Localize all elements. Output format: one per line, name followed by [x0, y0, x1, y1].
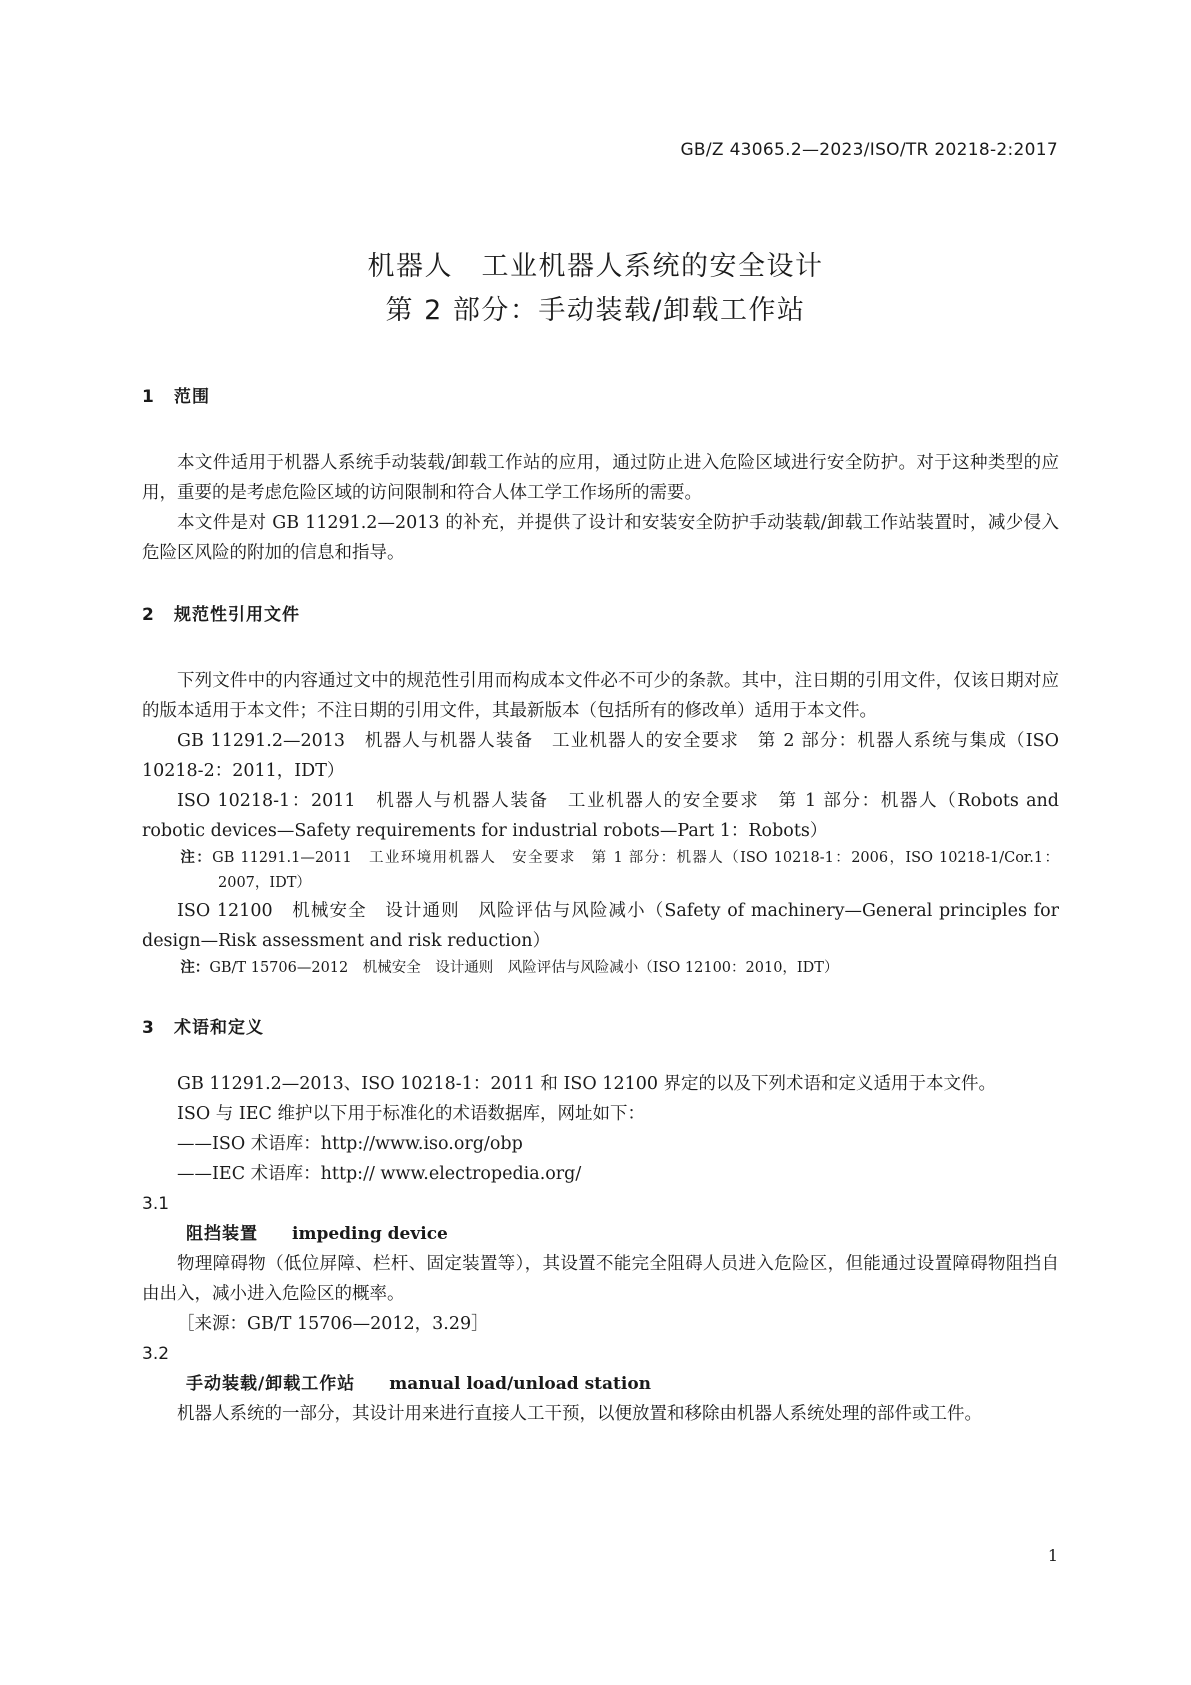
term-chinese: 手动装载/卸载工作站	[186, 1374, 356, 1394]
reference-entry: ISO 10218-1：2011 机器人与机器人装备 工业机器人的安全要求 第 1 部分：机器人（Robots and robotic devices—Safety requirements for industrial robots—Part 1：Robots）	[142, 791, 1059, 841]
reference-entry: GB 11291.2—2013 机器人与机器人装备 工业机器人的安全要求 第 2 部分：机器人系统与集成（ISO 10218-2：2011，IDT）	[142, 731, 1059, 781]
note-text: GB/T 15706—2012 机械安全 设计通则 风险评估与风险减小（ISO 12100：2010，IDT）	[209, 960, 839, 976]
section-title: 范围	[174, 387, 210, 407]
section-heading-scope	[142, 384, 1059, 410]
section-title: 术语和定义	[174, 1018, 264, 1038]
note-text: GB 11291.1—2011 工业环境用机器人 安全要求 第 1 部分：机器人（ISO 10218-1：2006，ISO 10218-1/Cor.1：2007，IDT）	[212, 850, 1059, 891]
term-chinese: 阻挡装置	[186, 1224, 258, 1244]
terms-database-iso: ——ISO 术语库：http://www.iso.org/obp	[177, 1134, 523, 1154]
terms-paragraph: ISO 与 IEC 维护以下用于标准化的术语数据库，网址如下：	[177, 1104, 646, 1124]
section-number: 2	[142, 605, 155, 625]
section-title: 规范性引用文件	[174, 605, 300, 625]
standard-code: GB/Z 43065.2—2023/ISO/TR 20218-2:2017	[680, 140, 1058, 160]
section-number: 3	[142, 1018, 155, 1038]
note-label: 注：	[180, 850, 213, 866]
term-number: 3.1	[142, 1194, 170, 1214]
references-intro: 下列文件中的内容通过文中的规范性引用而构成本文件必不可少的条款。其中，注日期的引用文件，仅该日期对应的版本适用于本文件；不注日期的引用文件，其最新版本（包括所有的修改单）适用于本文件。	[142, 671, 1059, 721]
term-english: manual load/unload station	[389, 1374, 652, 1394]
terms-database-iec: ——IEC 术语库：http:// www.electropedia.org/	[177, 1164, 582, 1184]
term-source: ［来源：GB/T 15706—2012，3.29］	[177, 1314, 489, 1334]
note-label: 注：	[180, 960, 210, 976]
scope-paragraph: 本文件适用于机器人系统手动装载/卸载工作站的应用，通过防止进入危险区域进行安全防护。对于这种类型的应用，重要的是考虑危险区域的访问限制和符合人体工学工作场所的需要。	[142, 453, 1059, 503]
document-body	[142, 384, 1059, 1429]
term-heading	[142, 1369, 1059, 1399]
document-title-line2: 第 2 部分：手动装载/卸载工作站	[385, 295, 806, 326]
page-number: 1	[1047, 1546, 1058, 1565]
term-english: impeding device	[292, 1224, 448, 1244]
terms-paragraph: GB 11291.2—2013、ISO 10218-1：2011 和 ISO 12100 界定的以及下列术语和定义适用于本文件。	[177, 1074, 997, 1094]
reference-entry: ISO 12100 机械安全 设计通则 风险评估与风险减小（Safety of machinery—General principles for design—Risk assessment and risk reduction）	[142, 901, 1059, 951]
term-number: 3.2	[142, 1344, 170, 1364]
reference-note	[180, 956, 1059, 981]
document-title-line1: 机器人 工业机器人系统的安全设计	[367, 251, 824, 282]
term-heading	[142, 1219, 1059, 1249]
scope-paragraph: 本文件是对 GB 11291.2—2013 的补充，并提供了设计和安装安全防护手动装载/卸载工作站装置时，减少侵入危险区风险的附加的信息和指导。	[142, 513, 1059, 563]
section-number: 1	[142, 387, 155, 407]
reference-note	[180, 846, 1059, 896]
term-definition: 物理障碍物（低位屏障、栏杆、固定装置等），其设置不能完全阻碍人员进入危险区，但能通过设置障碍物阻挡自由出入，减小进入危险区的概率。	[142, 1254, 1059, 1304]
term-definition: 机器人系统的一部分，其设计用来进行直接人工干预，以便放置和移除由机器人系统处理的部件或工件。	[177, 1404, 982, 1424]
section-heading-normative-references	[142, 602, 1059, 628]
section-heading-terms-definitions	[142, 1015, 1059, 1041]
